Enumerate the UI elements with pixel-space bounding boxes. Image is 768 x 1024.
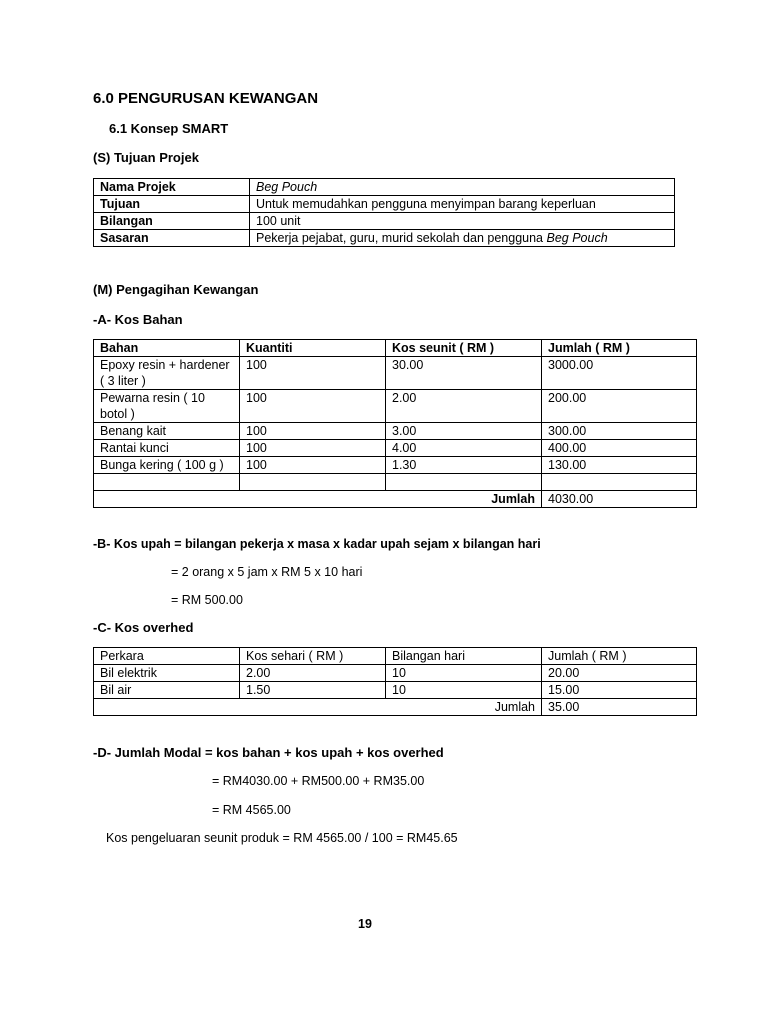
table-cell: Pewarna resin ( 10 botol ) — [94, 390, 240, 423]
b-line-1: = 2 orang x 5 jam x RM 5 x 10 hari — [171, 565, 363, 579]
table-cell: 2.00 — [240, 665, 386, 682]
table-row — [94, 665, 697, 682]
table-row — [94, 196, 675, 213]
b-heading: -B- Kos upah = bilangan pekerja x masa x kadar upah sejam x bilangan hari — [93, 537, 541, 551]
table-row — [94, 179, 675, 196]
table-cell: 4.00 — [386, 440, 542, 457]
c-heading: -C- Kos overhed — [93, 620, 194, 635]
sasaran-text: Pekerja pejabat, guru, murid sekolah dan pengguna — [256, 231, 547, 245]
table-cell: Tujuan — [94, 196, 250, 213]
subsection-title: 6.1 Konsep SMART — [109, 121, 229, 136]
table-total-row — [94, 699, 697, 716]
column-header: Jumlah ( RM ) — [542, 340, 697, 357]
b-line-2: = RM 500.00 — [171, 593, 243, 607]
column-header: Kuantiti — [240, 340, 386, 357]
table-row-empty — [94, 474, 697, 491]
column-header: Jumlah ( RM ) — [542, 648, 697, 665]
table-cell — [240, 474, 386, 491]
table-cell: Bil elektrik — [94, 665, 240, 682]
column-header: Kos sehari ( RM ) — [240, 648, 386, 665]
table-cell: Nama Projek — [94, 179, 250, 196]
table-row — [94, 423, 697, 440]
table-row — [94, 440, 697, 457]
page-number: 19 — [358, 917, 372, 931]
table-cell: 10 — [386, 665, 542, 682]
table-cell: Untuk memudahkan pengguna menyimpan barang keperluan — [250, 196, 675, 213]
sasaran-italic-text: Beg Pouch — [546, 231, 608, 245]
table-cell: Epoxy resin + hardener ( 3 liter ) — [94, 357, 240, 390]
total-label: Jumlah — [94, 699, 542, 716]
table-cell: 10 — [386, 682, 542, 699]
table-cell: Bunga kering ( 100 g ) — [94, 457, 240, 474]
s-heading: (S) Tujuan Projek — [93, 150, 199, 165]
table-cell: 100 — [240, 440, 386, 457]
total-label: Jumlah — [94, 491, 542, 508]
table-cell: Beg Pouch — [250, 179, 675, 196]
column-header: Bilangan hari — [386, 648, 542, 665]
table-cell — [386, 474, 542, 491]
column-header: Kos seunit ( RM ) — [386, 340, 542, 357]
table-cell: 100 — [240, 357, 386, 390]
table-cell: Sasaran — [94, 230, 250, 247]
table-header-row — [94, 648, 697, 665]
table-row — [94, 682, 697, 699]
table-cell: Bil air — [94, 682, 240, 699]
table-total-row — [94, 491, 697, 508]
section-title: 6.0 PENGURUSAN KEWANGAN — [93, 90, 319, 107]
column-header: Bahan — [94, 340, 240, 357]
table-row — [94, 230, 675, 247]
table-cell: 100 — [240, 457, 386, 474]
table-header-row — [94, 340, 697, 357]
unit-cost-line: Kos pengeluaran seunit produk = RM 4565.00 / 100 = RM45.65 — [106, 831, 458, 845]
table-row — [94, 357, 697, 390]
table-cell: 200.00 — [542, 390, 697, 423]
table-cell: 1.50 — [240, 682, 386, 699]
table-cell: 30.00 — [386, 357, 542, 390]
table-row — [94, 457, 697, 474]
table-cell: 15.00 — [542, 682, 697, 699]
total-value: 35.00 — [542, 699, 697, 716]
table-cell: Bilangan — [94, 213, 250, 230]
table-cell: 2.00 — [386, 390, 542, 423]
table-cell: 1.30 — [386, 457, 542, 474]
column-header: Perkara — [94, 648, 240, 665]
d-line-1: = RM4030.00 + RM500.00 + RM35.00 — [212, 774, 425, 788]
table-row — [94, 213, 675, 230]
bahan-table — [93, 339, 697, 508]
project-table — [93, 178, 675, 247]
table-cell: 100 — [240, 423, 386, 440]
m-heading: (M) Pengagihan Kewangan — [93, 282, 259, 297]
total-value: 4030.00 — [542, 491, 697, 508]
table-cell: 400.00 — [542, 440, 697, 457]
table-cell: 130.00 — [542, 457, 697, 474]
table-cell: 300.00 — [542, 423, 697, 440]
d-line-2: = RM 4565.00 — [212, 803, 291, 817]
d-heading: -D- Jumlah Modal = kos bahan + kos upah + kos overhed — [93, 745, 444, 760]
table-cell: 100 unit — [250, 213, 675, 230]
table-cell: 3000.00 — [542, 357, 697, 390]
overhed-table — [93, 647, 697, 716]
table-cell: 100 — [240, 390, 386, 423]
table-row — [94, 390, 697, 423]
table-cell: 3.00 — [386, 423, 542, 440]
table-cell — [94, 474, 240, 491]
table-cell — [542, 474, 697, 491]
table-cell: 20.00 — [542, 665, 697, 682]
a-heading: -A- Kos Bahan — [93, 312, 183, 327]
table-cell — [250, 230, 675, 247]
table-cell: Rantai kunci — [94, 440, 240, 457]
table-cell: Benang kait — [94, 423, 240, 440]
